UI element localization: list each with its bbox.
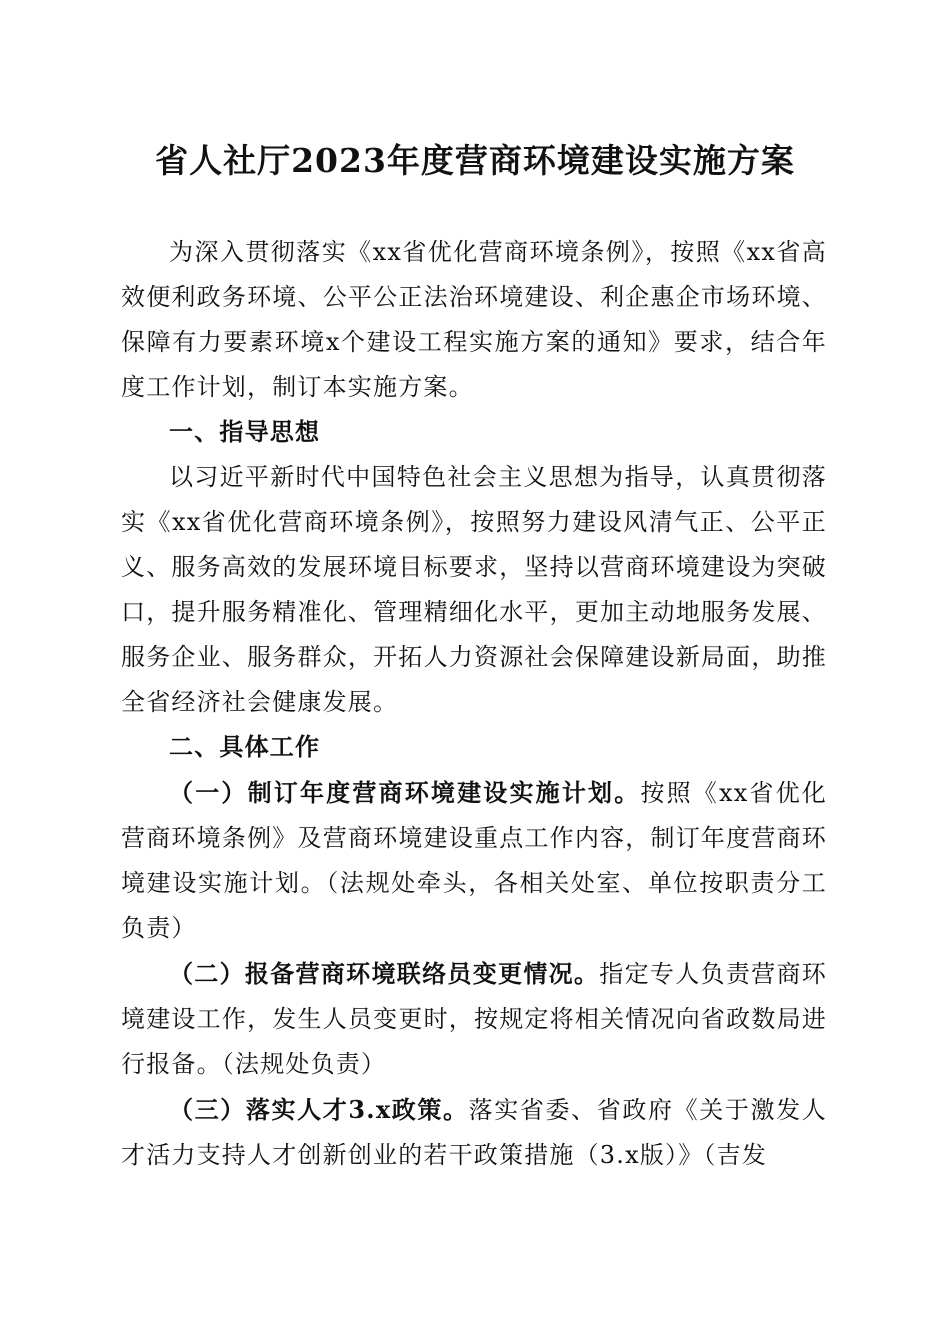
work-item — [121, 951, 827, 1087]
work-item-lead: （一）制订年度营商环境建设实施计划。 — [169, 778, 641, 807]
guiding-ideology-paragraph: 以习近平新时代中国特色社会主义思想为指导，认真贯彻落实《xx省优化营商环境条例》，按照努力建设风清气正、公平正义、服务高效的发展环境目标要求，坚持以营商环境建设为突破口，提升服务精准化、管理精细化水平，更加主动地服务发展、服务企业、服务群众，开拓人力资源社会保障建设新局面，助推全省经济社会健康发展。 — [121, 463, 827, 716]
document-title: 省人社厅2023年度营商环境建设实施方案 — [155, 141, 795, 180]
work-item — [121, 770, 827, 951]
work-item-text: 指定专人负责营商环境建设工作，发生人员变更时，按规定将相关情况向省政数局进行报备。（法规处负责） — [121, 960, 827, 1078]
work-item-lead: （三）落实人才3.x政策。 — [169, 1095, 469, 1124]
work-item-lead: （二）报备营商环境联络员变更情况。 — [169, 959, 600, 988]
section-heading-specific-work: 二、具体工作 — [169, 733, 321, 761]
work-item — [121, 1087, 827, 1178]
work-item-text: 按照《xx省优化营商环境条例》及营商环境建设重点工作内容，制订年度营商环境建设实施计划。（法规处牵头，各相关处室、单位按职责分工负责） — [121, 779, 827, 942]
intro-paragraph: 为深入贯彻落实《xx省优化营商环境条例》，按照《xx省高效便利政务环境、公平公正法治环境建设、利企惠企市场环境、保障有力要素环境x个建设工程实施方案的通知》要求，结合年度工作计划，制订本实施方案。 — [121, 238, 827, 401]
section-heading-guiding-ideology: 一、指导思想 — [169, 418, 321, 446]
document-body — [121, 230, 827, 1178]
work-item-text: 落实省委、省政府《关于激发人才活力支持人才创新创业的若干政策措施（3.x版）》（吉发 — [121, 1096, 827, 1169]
